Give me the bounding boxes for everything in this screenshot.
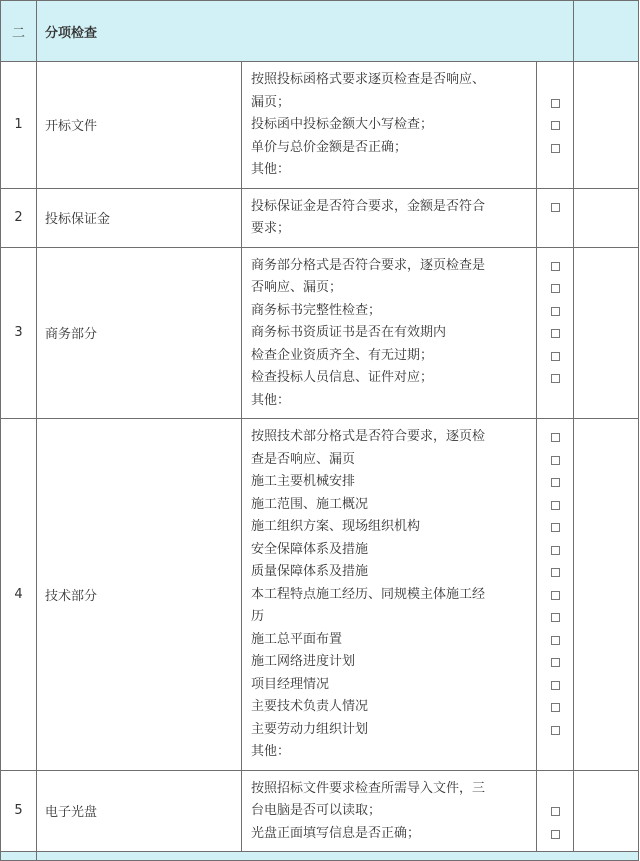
notes-cell bbox=[574, 247, 639, 419]
checkbox[interactable] bbox=[551, 613, 560, 622]
check-item-text: 要求； bbox=[251, 221, 291, 236]
notes-cell bbox=[574, 419, 639, 771]
checkbox-slot bbox=[537, 114, 573, 137]
checkbox-slot bbox=[537, 471, 573, 494]
table-row bbox=[1, 770, 639, 852]
check-item-text: 检查企业资质齐全、有无过期； bbox=[251, 347, 434, 363]
checkbox-slot bbox=[537, 137, 573, 160]
section-header-row bbox=[1, 1, 639, 62]
checkbox-slot bbox=[537, 345, 573, 368]
checkbox-slot bbox=[537, 322, 573, 345]
checkbox-slot bbox=[537, 277, 573, 300]
check-item-text: 查是否响应、漏页 bbox=[251, 451, 356, 467]
checkbox[interactable] bbox=[551, 262, 560, 271]
item-name: 技术部分 bbox=[37, 419, 242, 771]
checkbox-slot bbox=[537, 367, 573, 390]
check-item-text: 施工网络进度计划 bbox=[251, 654, 356, 669]
check-item-text: 主要劳动力组织计划 bbox=[251, 721, 369, 737]
checkbox[interactable] bbox=[551, 658, 560, 667]
check-items bbox=[242, 419, 537, 771]
checkbox-slot bbox=[537, 629, 573, 652]
check-item-text: 质量保障体系及措施 bbox=[251, 564, 369, 579]
checkbox[interactable] bbox=[551, 523, 560, 532]
check-item-text: 施工总平面布置 bbox=[251, 631, 343, 647]
check-item-text: 施工组织方案、现场组织机构 bbox=[251, 519, 421, 534]
checkbox[interactable] bbox=[551, 121, 560, 130]
section-title: 分项检查 bbox=[37, 1, 574, 62]
notes-cell bbox=[574, 188, 639, 247]
checkbox-slot bbox=[537, 696, 573, 719]
section-notes-cell bbox=[574, 1, 639, 62]
table-row bbox=[1, 62, 639, 189]
checkbox[interactable] bbox=[551, 329, 560, 338]
checkbox-slot bbox=[537, 778, 573, 801]
checkbox[interactable] bbox=[551, 501, 560, 510]
check-items bbox=[242, 62, 537, 189]
checkbox[interactable] bbox=[551, 636, 560, 645]
checkbox-slot bbox=[537, 606, 573, 629]
table-row bbox=[1, 247, 639, 419]
checkbox-slot bbox=[537, 539, 573, 562]
next-section-row bbox=[1, 852, 639, 861]
check-item-text: 单价与总价金额是否正确； bbox=[251, 139, 408, 155]
row-number: 2 bbox=[1, 188, 37, 247]
checkbox[interactable] bbox=[551, 99, 560, 108]
checkbox-slot bbox=[537, 218, 573, 241]
row-number: 4 bbox=[1, 419, 37, 771]
checkbox-slot bbox=[537, 390, 573, 413]
checkbox[interactable] bbox=[551, 203, 560, 212]
check-item-text: 投标保证金是否符合要求，金额是否符合 bbox=[251, 198, 486, 214]
checkbox-slot bbox=[537, 426, 573, 449]
row-number: 1 bbox=[1, 62, 37, 189]
checkbox-slot bbox=[537, 255, 573, 278]
checkbox-slot bbox=[537, 651, 573, 674]
check-item-text: 项目经理情况 bbox=[251, 676, 330, 692]
item-name: 开标文件 bbox=[37, 62, 242, 189]
checkbox-slot bbox=[537, 159, 573, 182]
next-section-title-cell bbox=[37, 852, 639, 861]
checkbox-slot bbox=[537, 516, 573, 539]
check-item-text: 投标函中投标金额大小写检查； bbox=[251, 117, 434, 132]
checkbox-slot bbox=[537, 494, 573, 517]
checkbox[interactable] bbox=[551, 352, 560, 361]
check-item-text: 历 bbox=[251, 609, 265, 624]
checkbox-slot bbox=[537, 449, 573, 472]
check-items bbox=[242, 247, 537, 419]
checkbox-column bbox=[537, 247, 574, 419]
checkbox-slot bbox=[537, 674, 573, 697]
checkbox-column bbox=[537, 419, 574, 771]
check-item-text: 检查投标人员信息、证件对应； bbox=[251, 370, 434, 385]
checkbox[interactable] bbox=[551, 284, 560, 293]
check-item-text: 其他： bbox=[251, 744, 291, 759]
check-item-text: 其他： bbox=[251, 392, 291, 408]
check-item-text: 否响应、漏页； bbox=[251, 280, 343, 295]
check-item-text: 商务标书完整性检查； bbox=[251, 302, 382, 318]
table-row bbox=[1, 419, 639, 771]
checkbox-slot bbox=[537, 823, 573, 846]
item-name: 投标保证金 bbox=[37, 188, 242, 247]
checkbox[interactable] bbox=[551, 591, 560, 600]
check-item-text: 台电脑是否可以读取； bbox=[251, 803, 382, 818]
checkbox-slot bbox=[537, 800, 573, 823]
check-item-text: 按照投标函格式要求逐页检查是否响应、 bbox=[251, 72, 486, 87]
checkbox[interactable] bbox=[551, 807, 560, 816]
checkbox[interactable] bbox=[551, 144, 560, 153]
item-name: 商务部分 bbox=[37, 247, 242, 419]
checkbox[interactable] bbox=[551, 478, 560, 487]
check-item-text: 其他： bbox=[251, 162, 291, 177]
notes-cell bbox=[574, 62, 639, 189]
checkbox[interactable] bbox=[551, 681, 560, 690]
row-number: 3 bbox=[1, 247, 37, 419]
checkbox-column bbox=[537, 770, 574, 852]
section-number: 二 bbox=[1, 1, 37, 62]
item-name: 电子光盘 bbox=[37, 770, 242, 852]
checkbox[interactable] bbox=[551, 307, 560, 316]
checkbox-slot bbox=[537, 741, 573, 764]
check-item-text: 按照招标文件要求检查所需导入文件，三 bbox=[251, 780, 486, 796]
checkbox-slot bbox=[537, 584, 573, 607]
check-item-text: 施工主要机械安排 bbox=[251, 474, 356, 489]
row-number: 5 bbox=[1, 770, 37, 852]
check-item-text: 施工范围、施工概况 bbox=[251, 496, 369, 512]
check-item-text: 商务标书资质证书是否在有效期内 bbox=[251, 325, 447, 340]
check-items bbox=[242, 188, 537, 247]
check-item-text: 漏页； bbox=[251, 94, 291, 110]
checkbox[interactable] bbox=[551, 703, 560, 712]
check-item-text: 主要技术负责人情况 bbox=[251, 699, 369, 714]
checkbox-slot bbox=[537, 719, 573, 742]
check-items bbox=[242, 770, 537, 852]
checkbox[interactable] bbox=[551, 830, 560, 839]
next-section-number-cell bbox=[1, 852, 37, 861]
checkbox-slot bbox=[537, 300, 573, 323]
checkbox[interactable] bbox=[551, 546, 560, 555]
checkbox[interactable] bbox=[551, 568, 560, 577]
checkbox[interactable] bbox=[551, 433, 560, 442]
check-item-text: 光盘正面填写信息是否正确； bbox=[251, 825, 421, 841]
checkbox-slot bbox=[537, 92, 573, 115]
checkbox-column bbox=[537, 62, 574, 189]
checkbox-slot bbox=[537, 69, 573, 92]
checkbox-slot bbox=[537, 196, 573, 219]
check-item-text: 安全保障体系及措施 bbox=[251, 541, 369, 557]
checkbox[interactable] bbox=[551, 374, 560, 383]
checkbox[interactable] bbox=[551, 726, 560, 735]
check-item-text: 商务部分格式是否符合要求，逐页检查是 bbox=[251, 257, 486, 273]
notes-cell bbox=[574, 770, 639, 852]
table-row bbox=[1, 188, 639, 247]
check-item-text: 本工程特点施工经历、同规模主体施工经 bbox=[251, 586, 486, 602]
check-item-text: 按照技术部分格式是否符合要求，逐页检 bbox=[251, 429, 486, 444]
checkbox-slot bbox=[537, 561, 573, 584]
checkbox[interactable] bbox=[551, 456, 560, 465]
checkbox-column bbox=[537, 188, 574, 247]
